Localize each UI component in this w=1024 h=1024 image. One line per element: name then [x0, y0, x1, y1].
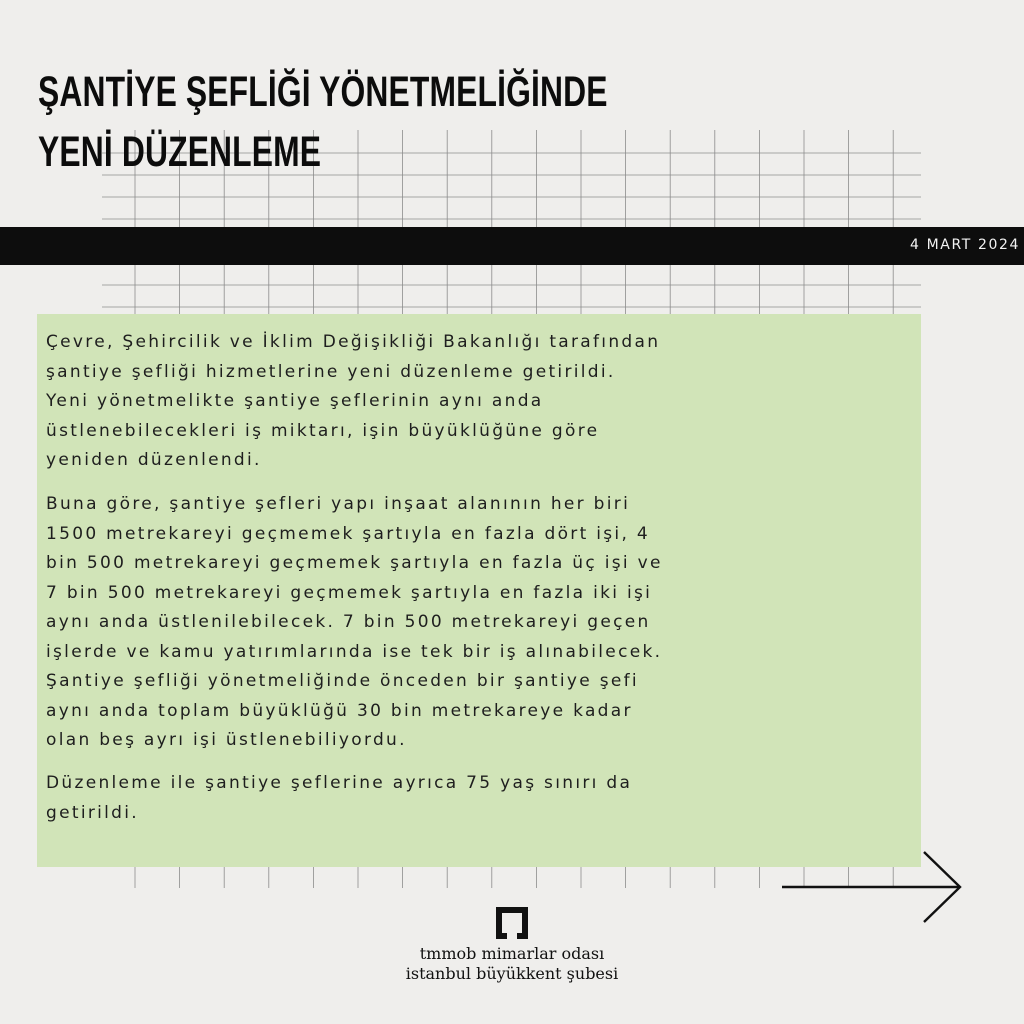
paragraph-2: Buna göre, şantiye şefleri yapı inşaat alanının her biri 1500 metrekareyi geçmemek şartıyla en fazla dört işi, 4 bin 500 metrekareyi geçmemek şartıyla en fazla üç işi ve 7 bin 500 metrekareyi geçmemek şartıyla en fazla iki işi aynı anda üstlenilebilecek. 7 bin 500 metrekareyi geçen işlerde ve kamu yatırımlarında ise tek bir iş alınabilecek. Şantiye şefliği yönetmeliğinde önceden bir şantiye şefi aynı anda toplam büyüklüğü 30 bin metrekareye kadar olan beş ayrı işi üstlenebiliyordu.: [46, 494, 663, 750]
bracket-logo-icon: [495, 905, 529, 941]
paragraph-1: Çevre, Şehircilik ve İklim Değişikliği Bakanlığı tarafından şantiye şefliği hizmetlerine yeni düzenleme getirildi. Yeni yönetmelikte şantiye şeflerinin aynı anda üstlenebilecekleri iş miktarı, işin büyüklüğüne göre yeniden düzenlendi.: [46, 332, 661, 470]
arrow-right-icon[interactable]: [780, 850, 970, 928]
organization-name: [312, 944, 712, 984]
date-label: 4 MART 2024: [910, 237, 1020, 253]
org-line-2: istanbul büyükkent şubesi: [405, 964, 619, 983]
date-band: [0, 227, 1024, 265]
paragraph-3: Düzenleme ile şantiye şeflerine ayrıca 75 yaş sınırı da getirildi.: [46, 773, 633, 823]
page-title: [38, 62, 608, 182]
title-line-2: YENİ DÜZENLEME: [38, 128, 322, 176]
content-box: [37, 314, 921, 867]
org-line-1: tmmob mimarlar odası: [419, 944, 605, 963]
title-line-1: ŞANTİYE ŞEFLİĞİ YÖNETMELİĞİNDE: [38, 68, 608, 116]
